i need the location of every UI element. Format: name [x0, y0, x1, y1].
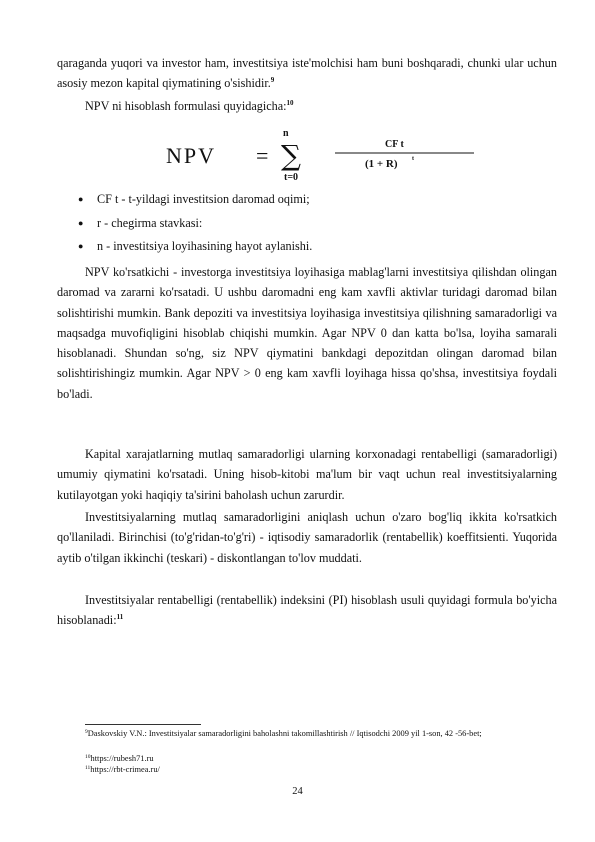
- formula-numerator: CF t: [385, 139, 404, 150]
- paragraph-5: Investitsiyalarning mutlaq samaradorligini aniqlash uchun o'zaro bog'liq ikkita ko'rsatkich qo'llaniladi. Birinchisi (to'g'ridan-to'g'ri) - iqtisodiy samaradorlik (rentabellik) koeffitsienti. Yuqorida aytib o'tilgan ikkinchi (teskari) - diskontlangan to'lov muddati.: [57, 510, 557, 565]
- footnote-10[interactable]: $^{10}$https://rubesh71.ru: [85, 754, 154, 763]
- paragraph-3: NPV ko'rsatkichi - investorga investitsiya loyihasiga mablag'larni investitsiya qilishdan olingan daromad va zararni ko'rsatadi. U ushbu daromadni eng kam xavfli aktivlar turidagi daromad bilan solishtirishi mumkin. Bank depoziti va investitsiya loyihasiga investitsiya qilishning samaradorligi va maqsadga muvofiqligini hisoblab chiqishi mumkin. Agar NPV 0 dan katta bo'lsa, loyiha samarali hisoblanadi. Shundan so'ng, siz NPV qiymatini bankdagi depozitdan olingan daromad bilan solishtirishingiz mumkin. Agar NPV > 0 eng kam xavfli loyihaga hissa qo'shsa, investitsiya foydali bo'ladi.: [57, 265, 557, 401]
- paragraph-1: qaraganda yuqori va investor ham, investitsiya iste'molchisi ham buni boshqaradi, chunki ular uchun asosiy mezon kapital qiymatining o'sishidir.$^9$: [57, 56, 557, 91]
- bullet-item-r: ● r - chegirma stavkasi:: [97, 212, 312, 236]
- bullet-dot-icon: ●: [78, 217, 84, 228]
- footnote-ref-10[interactable]: 10: [286, 99, 294, 107]
- npv-formula: [0, 126, 595, 182]
- bullet-item-cf: ● CF t - t-yildagi investitsion daromad oqimi;: [97, 188, 312, 212]
- formula-exponent: t: [412, 156, 414, 162]
- paragraph-6: Investitsiyalar rentabelligi (rentabellik) indeksini (PI) hisoblash usuli quyidagi formula bo'yicha hisoblanadi:$^{11}$: [57, 593, 557, 628]
- paragraph-4: Kapital xarajatlarning mutlaq samaradorligi ularning korxonadagi rentabelligi (samaradorligi) umumiy qiymatini ko'rsatadi. Uning hisob-kitobi ma'lum bir vaqt uchun real investitsiyalarning kutilayotgan yoki haqiqiy ta'sirini baholash uchun zarurdir.: [57, 447, 557, 502]
- formula-lower-limit: t=0: [284, 172, 299, 182]
- footnote-ref-9[interactable]: 9: [270, 76, 275, 85]
- bullet-dot-icon: ●: [78, 241, 84, 251]
- footnote-11[interactable]: $^{11}$https://rbt-crimea.ru/: [85, 765, 160, 774]
- formula-equals: =: [256, 143, 269, 168]
- page-number: 24: [292, 786, 303, 797]
- paragraph-2: NPV ni hisoblash formulasi quyidagicha:$^{10}$: [85, 99, 294, 113]
- formula-sigma: ∑: [281, 139, 301, 172]
- bullet-list: [78, 188, 313, 259]
- bullet-dot-icon: ●: [78, 194, 84, 204]
- formula-upper-limit: n: [283, 128, 289, 139]
- footnote-9: $^9$Daskovskiy V.N.: Investitsiyalar samaradorligini baholashni takomillashtirish // Iqtisodchi 2009 yil 1-son, 42 -56-bet;: [85, 729, 482, 738]
- formula-lhs: NPV: [166, 143, 217, 168]
- footnote-separator: [85, 724, 201, 725]
- bullet-item-n: ● n - investitsiya loyihasining hayot aylanishi.: [97, 235, 312, 259]
- footnote-ref-11[interactable]: 11: [116, 613, 124, 622]
- formula-denominator: (1 + R): [365, 158, 398, 170]
